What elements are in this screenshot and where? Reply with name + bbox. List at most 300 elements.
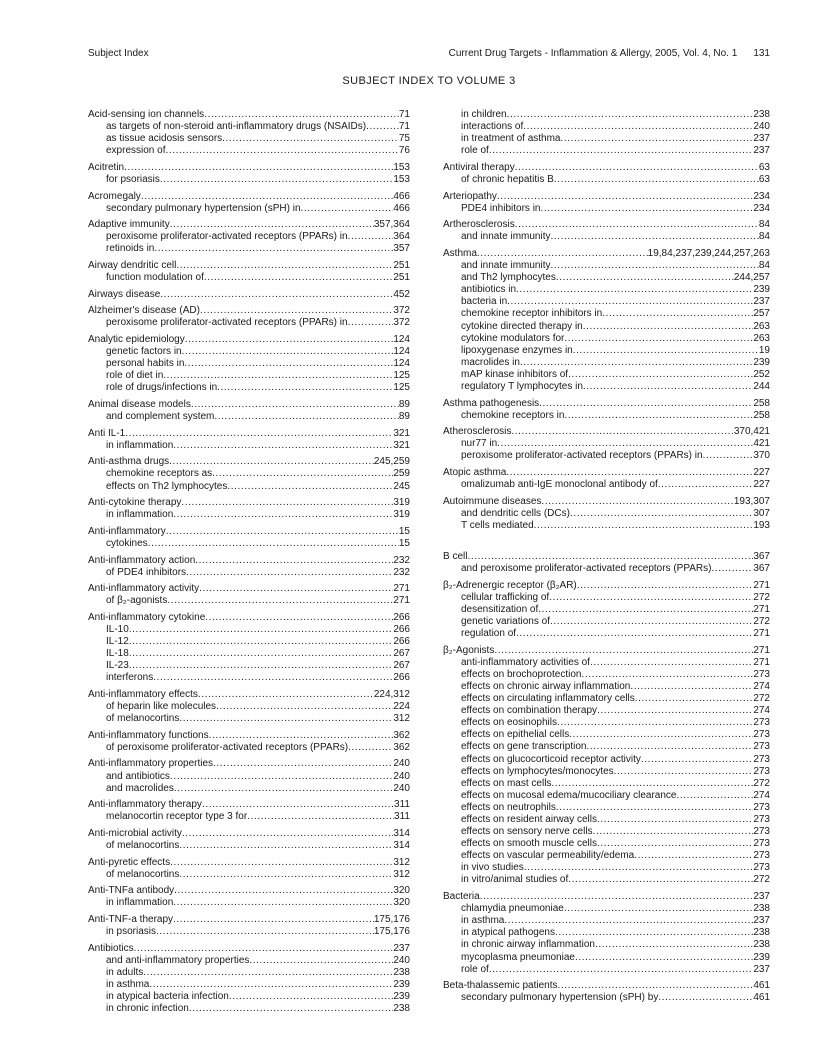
entry-page: 84 <box>758 231 770 243</box>
entry-term: effects on lymphocytes/monocytes <box>461 765 614 777</box>
running-header-right <box>449 48 770 59</box>
entry-page: 314 <box>393 827 410 839</box>
entry-page: 362 <box>393 729 410 741</box>
index-group <box>88 612 410 685</box>
entry-page: 232 <box>393 554 410 566</box>
index-entry <box>443 802 770 814</box>
dot-leader <box>551 231 759 243</box>
index-entry <box>443 681 770 693</box>
index-entry <box>88 317 410 329</box>
dot-leader <box>149 979 393 991</box>
dot-leader <box>189 1003 393 1015</box>
index-entry <box>443 191 770 203</box>
dot-leader <box>556 802 753 814</box>
entry-term: Anti-cytokine therapy <box>88 497 182 509</box>
entry-term: nur77 in <box>461 438 498 450</box>
dot-leader <box>520 357 753 369</box>
index-entry <box>88 411 410 423</box>
dot-leader <box>494 645 753 657</box>
index-entry <box>443 580 770 592</box>
entry-page: 266 <box>393 636 410 648</box>
entry-term: in asthma <box>106 978 150 990</box>
index-entry <box>443 693 770 705</box>
journal-citation: Current Drug Targets - Inflammation & Allergy, 2005, Vol. 4, No. 1 <box>448 48 738 59</box>
dot-leader <box>129 648 394 660</box>
entry-term: effects on epithelial cells <box>461 729 570 741</box>
index-group <box>88 497 410 521</box>
entry-page: 273 <box>753 668 770 680</box>
index-entry <box>88 346 410 358</box>
entry-page: 19,84,237,239,244,257,263 <box>647 247 770 259</box>
dot-leader <box>570 508 753 520</box>
entry-term: peroxisome proliferator-activated receptors (PPARs) in <box>106 231 348 243</box>
index-entry <box>443 939 770 951</box>
entry-term: Anti-TNFa antibody <box>88 885 175 897</box>
index-entry <box>443 357 770 369</box>
index-entry <box>88 758 410 770</box>
index-entry <box>443 592 770 604</box>
entry-page: 124 <box>393 346 410 358</box>
entry-term: role of diet in <box>106 370 164 382</box>
dot-leader <box>564 333 753 345</box>
dot-leader <box>348 231 394 243</box>
entry-page: 239 <box>393 978 410 990</box>
entry-term: Anti-inflammatory cytokine <box>88 611 206 623</box>
entry-page: 321 <box>393 439 410 451</box>
dot-leader <box>561 133 754 145</box>
entry-term: effects on mast cells <box>461 777 552 789</box>
dot-leader <box>198 689 374 701</box>
entry-term: genetic variations of <box>461 615 550 627</box>
entry-term: as targets of non-steroid anti-inflammatory drugs (NSAIDs) <box>106 121 367 133</box>
index-entry <box>443 964 770 976</box>
entry-term: lipoxygenase enzymes in <box>461 344 573 356</box>
entry-term: in inflammation <box>106 509 174 521</box>
entry-term: Adaptive immunity <box>88 219 170 231</box>
entry-term: effects on smooth muscle cells <box>461 838 597 850</box>
entry-page: 238 <box>753 903 770 915</box>
entry-term: chemokine receptors in <box>461 409 565 421</box>
index-group <box>88 260 410 284</box>
entry-page: 312 <box>393 868 410 880</box>
index-group <box>443 191 770 215</box>
entry-page: 266 <box>393 672 410 684</box>
index-entry <box>88 468 410 480</box>
entry-page: 271 <box>753 656 770 668</box>
entry-term: peroxisome proliferator-activated receptors (PPARs) in <box>461 450 703 462</box>
entry-page: 271 <box>753 603 770 615</box>
entry-page: 319 <box>393 497 410 509</box>
index-group <box>88 428 410 452</box>
entry-term: Acid-sensing ion channels <box>88 109 205 120</box>
index-entry <box>443 838 770 850</box>
entry-page: 175,176 <box>373 926 410 938</box>
entry-page: 245,259 <box>373 456 410 468</box>
index-entry <box>88 497 410 509</box>
index-entry <box>88 526 410 538</box>
dot-leader <box>179 713 393 725</box>
entry-term: role of drugs/infections in <box>106 382 218 394</box>
entry-page: 193,307 <box>733 495 770 507</box>
entry-page: 452 <box>393 288 410 300</box>
entry-page: 272 <box>753 615 770 627</box>
index-entry <box>443 563 770 575</box>
dot-leader <box>602 308 753 320</box>
entry-term: Asthma pathogenesis <box>443 397 540 409</box>
index-entry <box>88 243 410 255</box>
dot-leader <box>143 967 393 979</box>
index-entry <box>88 567 410 579</box>
entry-term: Anti-inflammatory therapy <box>88 799 202 811</box>
dot-leader <box>170 771 393 783</box>
dot-leader <box>173 897 393 909</box>
index-group <box>88 219 410 255</box>
index-entry <box>88 783 410 795</box>
entry-term: effects on resident airway cells <box>461 813 597 825</box>
entry-term: Bacteria <box>443 891 480 903</box>
entry-page: 237 <box>753 891 770 903</box>
entry-page: 153 <box>393 173 410 185</box>
dot-leader <box>125 428 393 440</box>
dot-leader <box>170 219 374 231</box>
dot-leader <box>550 616 753 628</box>
dot-leader <box>597 705 753 717</box>
index-entry <box>88 771 410 783</box>
index-entry <box>443 551 770 563</box>
dot-leader <box>185 334 394 346</box>
index-group <box>88 583 410 607</box>
index-entry <box>443 381 770 393</box>
entry-page: 237 <box>753 963 770 975</box>
entry-page: 466 <box>393 190 410 202</box>
dot-leader <box>489 964 754 976</box>
entry-page: 370,421 <box>733 426 770 438</box>
entry-term: regulatory T lymphocytes in <box>461 380 583 392</box>
entry-term: effects on brochoprotection <box>461 668 582 680</box>
index-entry <box>88 648 410 660</box>
index-entry <box>88 370 410 382</box>
entry-page: 364 <box>393 231 410 243</box>
index-entry <box>88 305 410 317</box>
index-group <box>443 398 770 422</box>
dot-leader <box>534 520 754 532</box>
entry-page: 271 <box>753 628 770 640</box>
entry-term: in children <box>461 109 507 120</box>
index-entry <box>443 410 770 422</box>
dot-leader <box>167 595 393 607</box>
dot-leader <box>184 358 393 370</box>
index-entry <box>443 790 770 802</box>
entry-term: effects on combination therapy <box>461 705 598 717</box>
index-group <box>88 885 410 909</box>
entry-term: Airway dendritic cell <box>88 260 177 272</box>
index-column-right <box>443 109 770 1015</box>
entry-term: in vitro/animal studies of <box>461 874 569 886</box>
index-entry <box>443 426 770 438</box>
index-entry <box>443 162 770 174</box>
index-entry <box>443 203 770 215</box>
index-entry <box>443 826 770 838</box>
dot-leader <box>597 814 753 826</box>
index-entry <box>443 952 770 964</box>
entry-page: 234 <box>753 190 770 202</box>
entry-term: effects on chronic airway inflammation <box>461 680 631 692</box>
entry-term: Anti IL-1 <box>88 427 126 439</box>
entry-page: 227 <box>753 479 770 491</box>
entry-term: interferons <box>106 672 154 684</box>
dot-leader <box>174 885 393 897</box>
index-entry <box>88 191 410 203</box>
index-entry <box>88 624 410 636</box>
dot-leader <box>166 526 399 538</box>
entry-term: IL-12 <box>106 636 129 648</box>
entry-page: 227 <box>753 467 770 479</box>
entry-page: 273 <box>753 862 770 874</box>
entry-page: 153 <box>393 161 410 173</box>
entry-term: in chronic airway inflammation <box>461 939 595 951</box>
dot-leader <box>614 766 754 778</box>
index-entry <box>443 369 770 381</box>
dot-leader <box>182 828 393 840</box>
dot-leader <box>507 109 754 121</box>
entry-term: mAP kinase inhibitors of <box>461 368 569 380</box>
entry-page: 193 <box>753 519 770 531</box>
index-entry <box>88 672 410 684</box>
index-entry <box>88 595 410 607</box>
entry-page: 251 <box>393 260 410 272</box>
entry-term: effects on sensory nerve cells <box>461 826 593 838</box>
entry-page: 75 <box>398 133 410 145</box>
entry-page: 271 <box>753 579 770 591</box>
entry-page: 272 <box>753 777 770 789</box>
entry-term: effects on glucocorticoid receptor activity <box>461 753 641 765</box>
index-entry <box>88 991 410 1003</box>
entry-page: 271 <box>753 644 770 656</box>
entry-term: effects on circulating inflammatory cells <box>461 693 635 705</box>
dot-leader <box>641 754 753 766</box>
entry-page: 312 <box>393 713 410 725</box>
index-entry <box>88 440 410 452</box>
dot-leader <box>129 636 394 648</box>
entry-page: 314 <box>393 839 410 851</box>
dot-leader <box>489 145 754 157</box>
dot-leader <box>163 370 393 382</box>
dot-leader <box>214 411 398 423</box>
entry-page: 311 <box>394 811 410 823</box>
entry-page: 272 <box>753 874 770 886</box>
entry-term: in inflammation <box>106 439 174 451</box>
entry-page: 237 <box>753 915 770 927</box>
entry-term: effects on Th2 lymphocytes <box>106 480 228 492</box>
entry-term: of heparin like molecules <box>106 701 217 713</box>
index-group <box>443 162 770 186</box>
entry-page: 266 <box>393 623 410 635</box>
index-entry <box>88 399 410 411</box>
entry-term: PDE4 inhibitors in <box>461 202 541 214</box>
index-entry <box>88 828 410 840</box>
index-entry <box>443 729 770 741</box>
entry-page: 274 <box>753 705 770 717</box>
index-entry <box>88 840 410 852</box>
dot-leader <box>173 440 393 452</box>
index-entry <box>88 109 410 121</box>
index-group <box>443 219 770 243</box>
index-group <box>88 857 410 881</box>
entry-term: effects on neutrophils <box>461 801 556 813</box>
index-entry <box>88 914 410 926</box>
entry-page: 238 <box>393 966 410 978</box>
index-entry <box>443 321 770 333</box>
index-entry <box>88 926 410 938</box>
entry-term: Atopic asthma <box>443 467 507 479</box>
dot-leader <box>216 701 393 713</box>
index-entry <box>443 248 770 260</box>
index-entry <box>443 438 770 450</box>
entry-page: 357 <box>393 243 410 255</box>
index-entry <box>88 358 410 370</box>
entry-page: 272 <box>753 591 770 603</box>
index-group <box>88 730 410 754</box>
entry-term: chemokine receptors as <box>106 468 213 480</box>
dot-leader <box>249 955 393 967</box>
entry-term: of peroxisome proliferator-activated receptors (PPARs) <box>106 741 349 753</box>
entry-page: 272 <box>753 693 770 705</box>
index-group <box>443 645 770 887</box>
entry-page: 19 <box>758 344 770 356</box>
entry-page: 84 <box>758 219 770 231</box>
dot-leader <box>558 980 754 992</box>
index-entry <box>443 778 770 790</box>
dot-leader <box>551 778 753 790</box>
index-entry <box>88 701 410 713</box>
index-entry <box>88 979 410 991</box>
index-entry <box>88 456 410 468</box>
dot-leader <box>200 305 393 317</box>
index-entry <box>443 903 770 915</box>
index-entry <box>88 231 410 243</box>
index-entry <box>443 874 770 886</box>
dot-leader <box>134 943 394 955</box>
index-entry <box>443 121 770 133</box>
entry-term: Anti-pyretic effects <box>88 856 171 868</box>
entry-term: Artherosclerosis <box>443 219 515 231</box>
index-entry <box>443 508 770 520</box>
dot-leader <box>504 915 753 927</box>
dot-leader <box>497 191 753 203</box>
dot-leader <box>595 939 753 951</box>
index-group <box>443 551 770 575</box>
index-entry <box>88 713 410 725</box>
dot-leader <box>583 381 753 393</box>
entry-term: Analytic epidemiology <box>88 334 185 345</box>
dot-leader <box>186 567 393 579</box>
entry-term: Anti-inflammatory activity <box>88 583 200 595</box>
dot-leader <box>227 481 393 493</box>
entry-term: Anti-microbial activity <box>88 827 182 839</box>
entry-term: Airways disease <box>88 288 161 300</box>
entry-term: Anti-inflammatory action <box>88 554 196 566</box>
dot-leader <box>564 903 753 915</box>
entry-term: anti-inflammatory activities of <box>461 656 590 668</box>
entry-term: function modulation of <box>106 272 204 284</box>
running-header-left: Subject Index <box>88 48 149 59</box>
entry-page: 71 <box>398 109 410 120</box>
dot-leader <box>212 468 393 480</box>
dot-leader <box>515 219 759 231</box>
entry-term: of PDE4 inhibitors <box>106 566 187 578</box>
index-entry <box>88 583 410 595</box>
entry-page: 273 <box>753 826 770 838</box>
dot-leader <box>229 991 393 1003</box>
entry-term: Anti-inflammatory functions <box>88 729 209 741</box>
entry-term: as tissue acidosis sensors <box>106 133 223 145</box>
index-entry <box>88 730 410 742</box>
entry-term: in adults <box>106 966 144 978</box>
entry-page: 273 <box>753 741 770 753</box>
entry-page: 312 <box>393 856 410 868</box>
index-group <box>443 980 770 1004</box>
entry-term: and peroxisome proliferator-activated receptors (PPARs) <box>461 563 712 575</box>
entry-term: effects on eosinophils <box>461 717 557 729</box>
entry-term: in atypical pathogens <box>461 927 555 939</box>
entry-term: effects on mucosal edema/mucociliary clearance <box>461 789 677 801</box>
dot-leader <box>564 410 753 422</box>
entry-page: 239 <box>753 284 770 296</box>
index-group <box>88 109 410 157</box>
index-entry <box>443 628 770 640</box>
index-entry <box>88 481 410 493</box>
entry-term: and dendritic cells (DCs) <box>461 507 570 519</box>
entry-term: personal habits in <box>106 358 185 370</box>
index-entry <box>88 145 410 157</box>
index-entry <box>88 955 410 967</box>
dot-leader <box>568 369 753 381</box>
dot-leader <box>541 496 733 508</box>
entry-page: 84 <box>758 260 770 272</box>
dot-leader <box>575 952 753 964</box>
entry-page: 238 <box>753 939 770 951</box>
page-title: SUBJECT INDEX TO VOLUME 3 <box>342 75 516 87</box>
index-group <box>88 828 410 852</box>
dot-leader <box>199 583 393 595</box>
index-group <box>88 689 410 725</box>
entry-term: macrolides in <box>461 356 520 368</box>
dot-leader <box>523 121 753 133</box>
dot-leader <box>195 555 393 567</box>
entry-term: Acromegaly <box>88 190 141 202</box>
entry-page: 237 <box>393 942 410 954</box>
entry-page: 273 <box>753 838 770 850</box>
dot-leader <box>586 741 753 753</box>
entry-term: β₂-Adrenergic receptor (β₂AR) <box>443 579 577 591</box>
entry-page: 240 <box>753 121 770 133</box>
entry-term: and innate immunity <box>461 260 551 272</box>
entry-term: Beta-thalassemic patients <box>443 980 558 992</box>
entry-page: 367 <box>753 551 770 562</box>
entry-term: in asthma <box>461 915 505 927</box>
dot-leader <box>539 398 753 410</box>
entry-page: 273 <box>753 729 770 741</box>
index-group <box>88 943 410 1016</box>
index-entry <box>88 219 410 231</box>
dot-leader <box>569 729 753 741</box>
index-column-left <box>88 109 410 1015</box>
entry-page: 237 <box>753 145 770 157</box>
dot-leader <box>497 438 753 450</box>
dot-leader <box>507 296 753 308</box>
dot-leader <box>209 730 394 742</box>
dot-leader <box>169 456 374 468</box>
